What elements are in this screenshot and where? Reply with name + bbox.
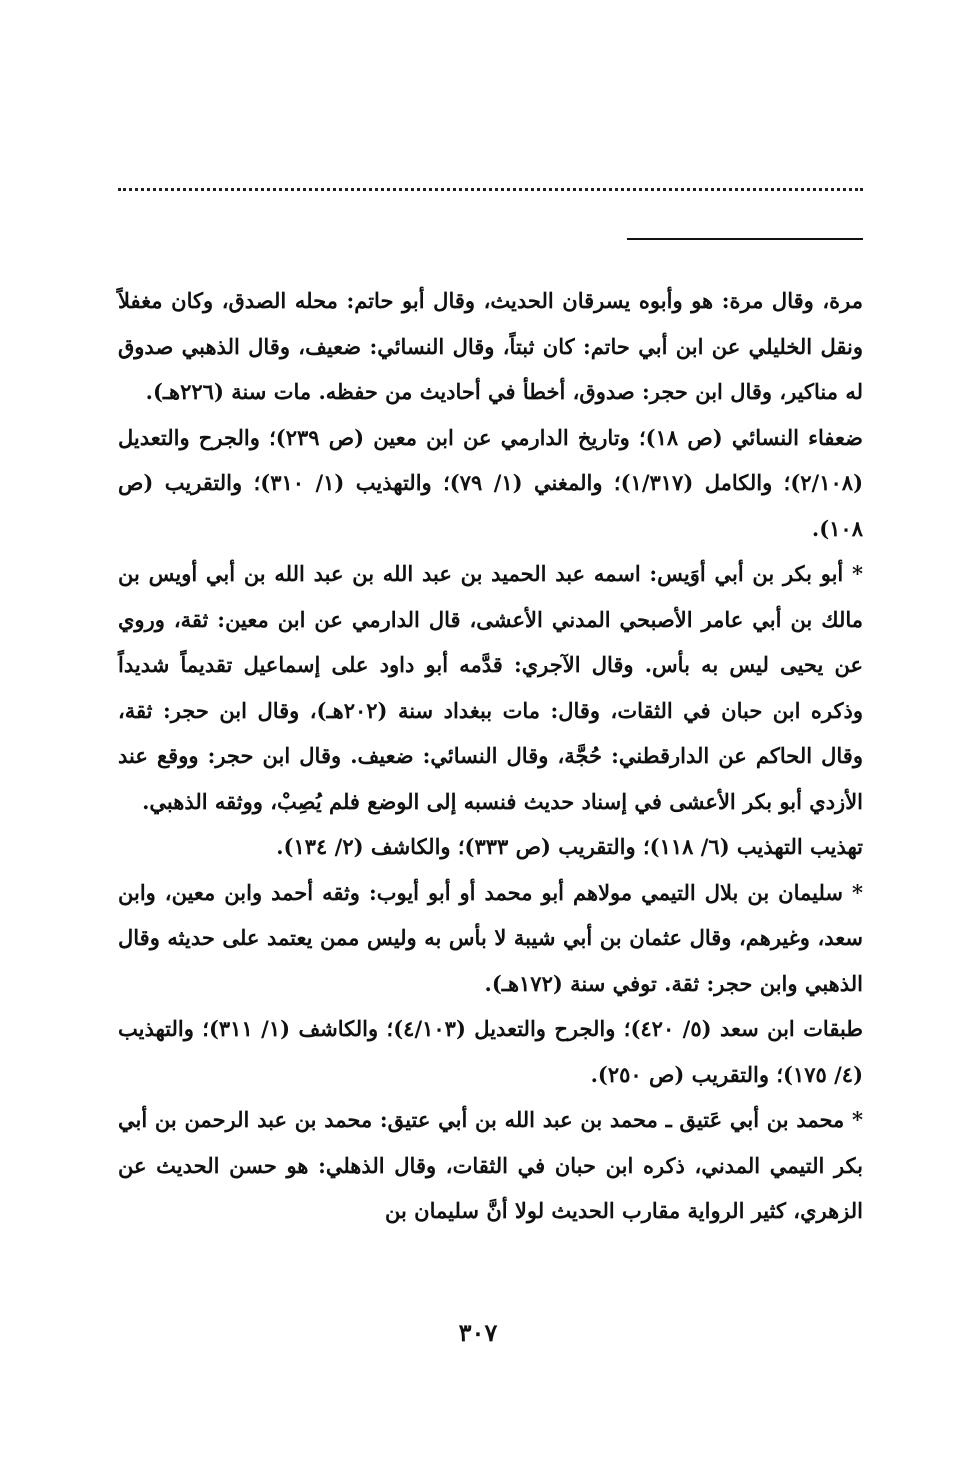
paragraph-7-muhammad: * محمد بن أبي عَتيق ـ محمد بن عبد الله بن أبي عتيق: محمد بن عبد الرحمن بن أبي بكر التيمي المدني، ذكره ابن حبان في الثقات، وقال الذهلي: هو حسن الحديث عن الزهري، كثير الرواية مقارب الحديث لولا أنَّ سليمان بن [118, 1107, 863, 1223]
paragraph-2-references: ضعفاء النسائي (ص ١٨)؛ وتاريخ الدارمي عن ابن معين (ص ٢٣٩)؛ والجرح والتعديل (٢/١٠٨)؛ والكامل (١/٣١٧)؛ والمغني (١/ ٧٩)؛ والتهذيب (١/ ٣١٠)؛ والتقريب (ص ١٠٨). [118, 424, 864, 541]
paragraph-1: مرة، وقال مرة: هو وأبوه يسرقان الحديث، وقال أبو حاتم: محله الصدق، وكان مغفلاً ونقل الخليلي عن ابن أبي حاتم: كان ثبتاً، وقال النسائي: ضعيف، وقال الذهبي صدوق له مناكير، وقال ابن حجر: صدوق، أخطأ في أحاديث من حفظه. مات سنة (٢٢٦هـ). [118, 288, 863, 404]
dotted-separator [118, 188, 863, 191]
paragraph-5-sulayman: * سليمان بن بلال التيمي مولاهم أبو محمد أو أبو أيوب: وثقه أحمد وابن معين، وابن سعد، وغيرهم، وقال عثمان بن أبي شيبة لا بأس به وليس ممن يعتمد على حديثه وقال الذهبي وابن حجر: ثقة. توفي سنة (١٧٢هـ). [118, 879, 863, 996]
footnote-body [118, 278, 863, 1234]
footnote-rule [627, 238, 863, 240]
paragraph-3-abu-bakr: * أبو بكر بن أبي أوَيس: اسمه عبد الحميد بن عبد الله بن عبد الله بن أبي أويس بن مالك بن أبي عامر الأصبحي المدني الأعشى، قال الدارمي عن ابن معين: ثقة، وروي عن يحيى ليس به بأس. وقال الآجري: قدَّمه أبو داود على إسماعيل تقديماً شديداً وذكره ابن حبان في الثقات، وقال: مات ببغداد سنة (٢٠٢هـ)، وقال ابن حجر: ثقة، وقال الحاكم عن الدارقطني: حُجَّة، وقال النسائي: ضعيف. وقال ابن حجر: ووقع عند الأزدي أبو بكر الأعشى في إسناد حديث فنسبه إلى الوضع فلم يُصِبْ، ووثقه الذهبي. [118, 561, 863, 814]
paragraph-6-references: طبقات ابن سعد (٥/ ٤٢٠)؛ والجرح والتعديل (٤/١٠٣)؛ والكاشف (١/ ٣١١)؛ والتهذيب (٤/ ١٧٥)؛ والتقريب (ص ٢٥٠). [118, 1016, 864, 1087]
paragraph-4-references: تهذيب التهذيب (٦/ ١١٨)؛ والتقريب (ص ٣٣٣)؛ والكاشف (٢/ ١٣٤). [276, 834, 863, 859]
page-number: ٣٠٧ [458, 1318, 498, 1347]
